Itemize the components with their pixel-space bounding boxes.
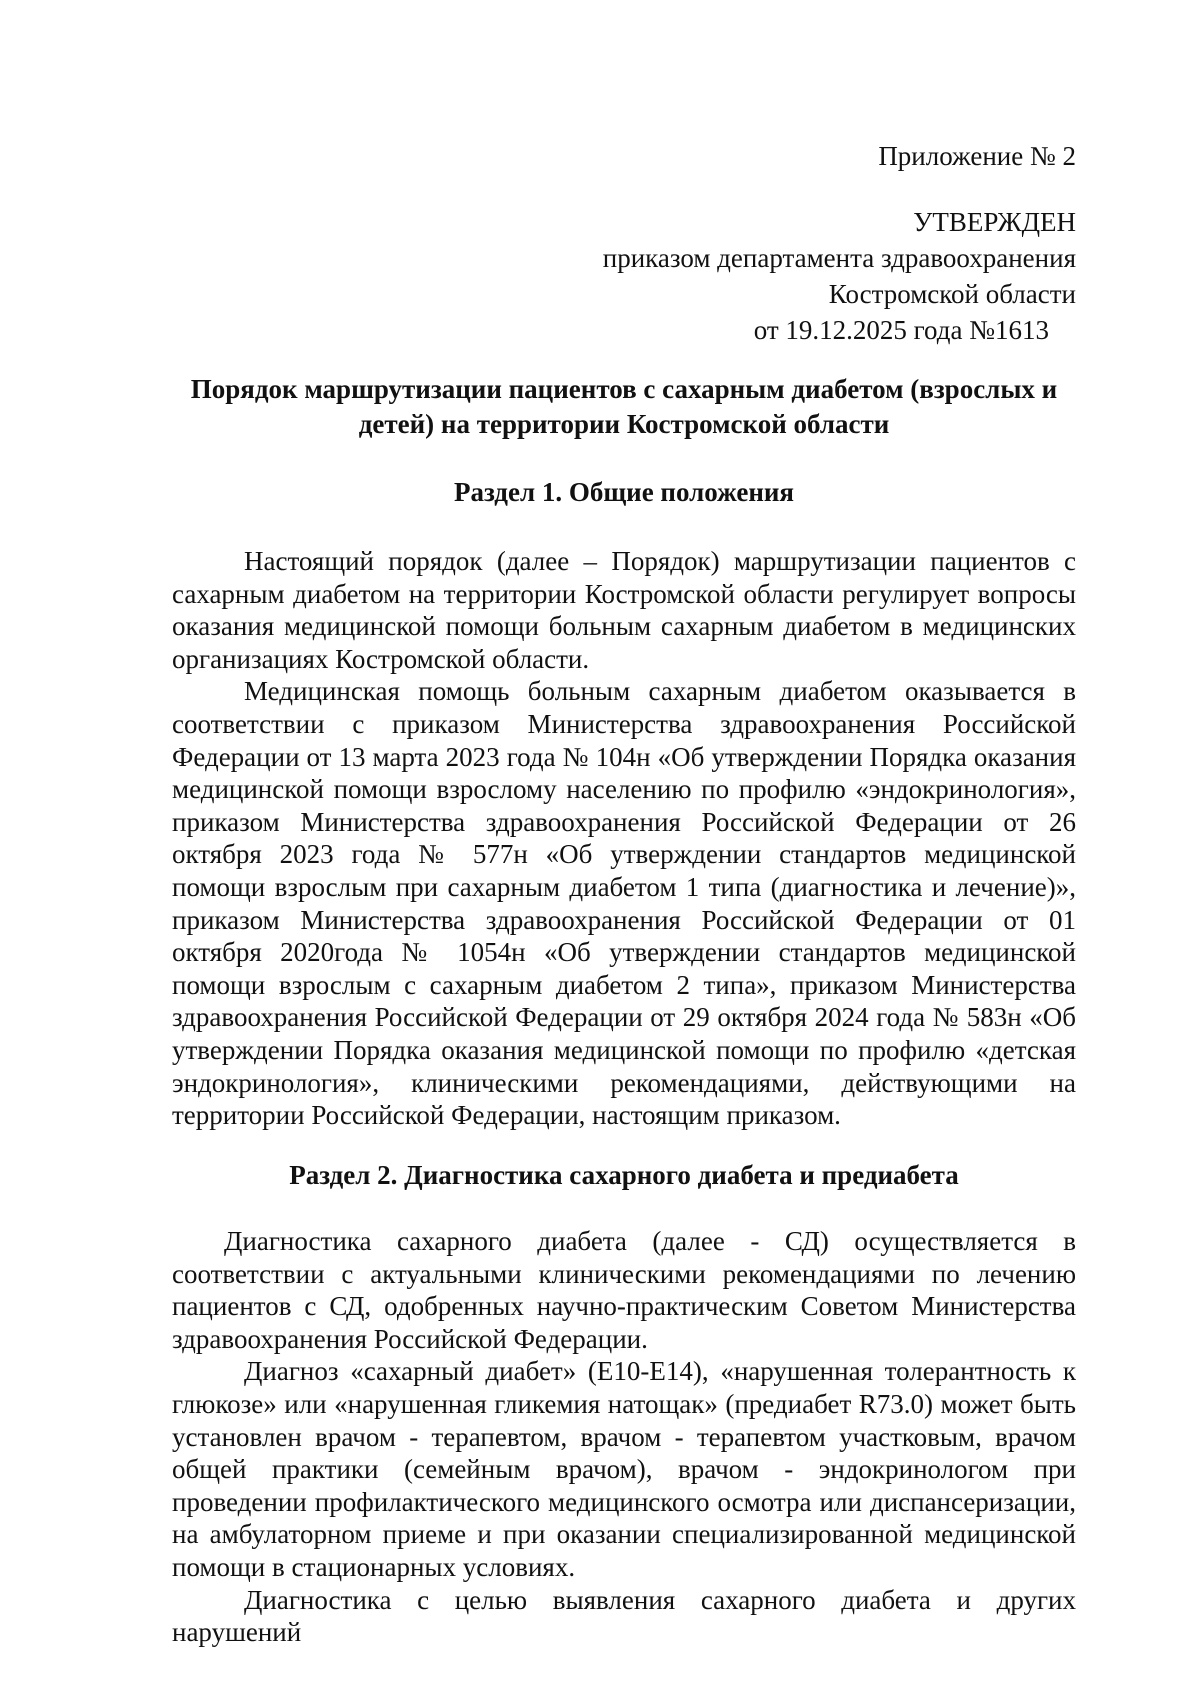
paragraph: Диагноз «сахарный диабет» (Е10-Е14), «нарушенная толерантность к глюкозе» или «нарушенная гликемия натощак» (предиабет R73.0) может быть установлен врачом - терапевтом, врачом - терапевтом участковым, врачом общей практики (семейным врачом), врачом - эндокринологом при проведении профилактического медицинского осмотра или диспансеризации, на амбулаторном приеме и при оказании специализированной медицинской помощи в стационарных условиях. xyxy=(172,1356,1076,1582)
paragraph: Медицинская помощь больным сахарным диабетом оказывается в соответствии с приказом Министерства здравоохранения Российской Федерации от 13 марта 2023 года № 104н «Об утверждении Порядка оказания медицинской помощи взрослому населению по профилю «эндокринология», приказом Министерства здравоохранения Российской Федерации от 26 октября 2023 года № 577н «Об утверждении стандартов медицинской помощи взрослым при сахарным диабетом 1 типа (диагностика и лечение)», приказом Министерства здравоохранения Российской Федерации от 01 октября 2020года № 1054н «Об утверждении стандартов медицинской помощи взрослым с сахарным диабетом 2 типа», приказом Министерства здравоохранения Российской Федерации от 29 октября 2024 года № 583н «Об утверждении Порядка оказания медицинской помощи по профилю «детская эндокринология», клиническими рекомендациями, действующими на территории Российской Федерации, настоящим приказом. xyxy=(172,676,1076,1131)
approved-label: УТВЕРЖДЕН xyxy=(913,207,1076,237)
section-2-heading: Раздел 2. Диагностика сахарного диабета и предиабета xyxy=(289,1160,959,1190)
section-2-body xyxy=(172,1225,1076,1649)
approval-stamp-block xyxy=(603,204,1076,348)
section-1-heading: Раздел 1. Общие положения xyxy=(453,477,795,507)
appendix-number: Приложение № 2 xyxy=(878,141,1076,171)
order-date-number: от 19.12.2025 года №1613 xyxy=(753,315,1049,345)
paragraph: Настоящий порядок (далее – Порядок) маршрутизации пациентов с сахарным диабетом на территории Костромской области регулирует вопросы оказания медицинской помощи больным сахарным диабетом в медицинских организациях Костромской области. xyxy=(172,546,1076,674)
paragraph: Диагностика с целью выявления сахарного диабета и других нарушений xyxy=(172,1584,1076,1648)
document-title: Порядок маршрутизации пациентов с сахарным диабетом (взрослых и детей) на территории Костромской области xyxy=(190,374,1058,439)
section-1-body xyxy=(172,545,1076,1132)
order-issuer-line: приказом департамента здравоохранения xyxy=(602,243,1076,273)
order-region-line: Костромской области xyxy=(828,279,1076,309)
paragraph: Диагностика сахарного диабета (далее - СД) осуществляется в соответствии с актуальными клиническими рекомендациями по лечению пациентов с СД, одобренных научно-практическим Советом Министерства здравоохранения Российской Федерации. xyxy=(172,1226,1076,1354)
